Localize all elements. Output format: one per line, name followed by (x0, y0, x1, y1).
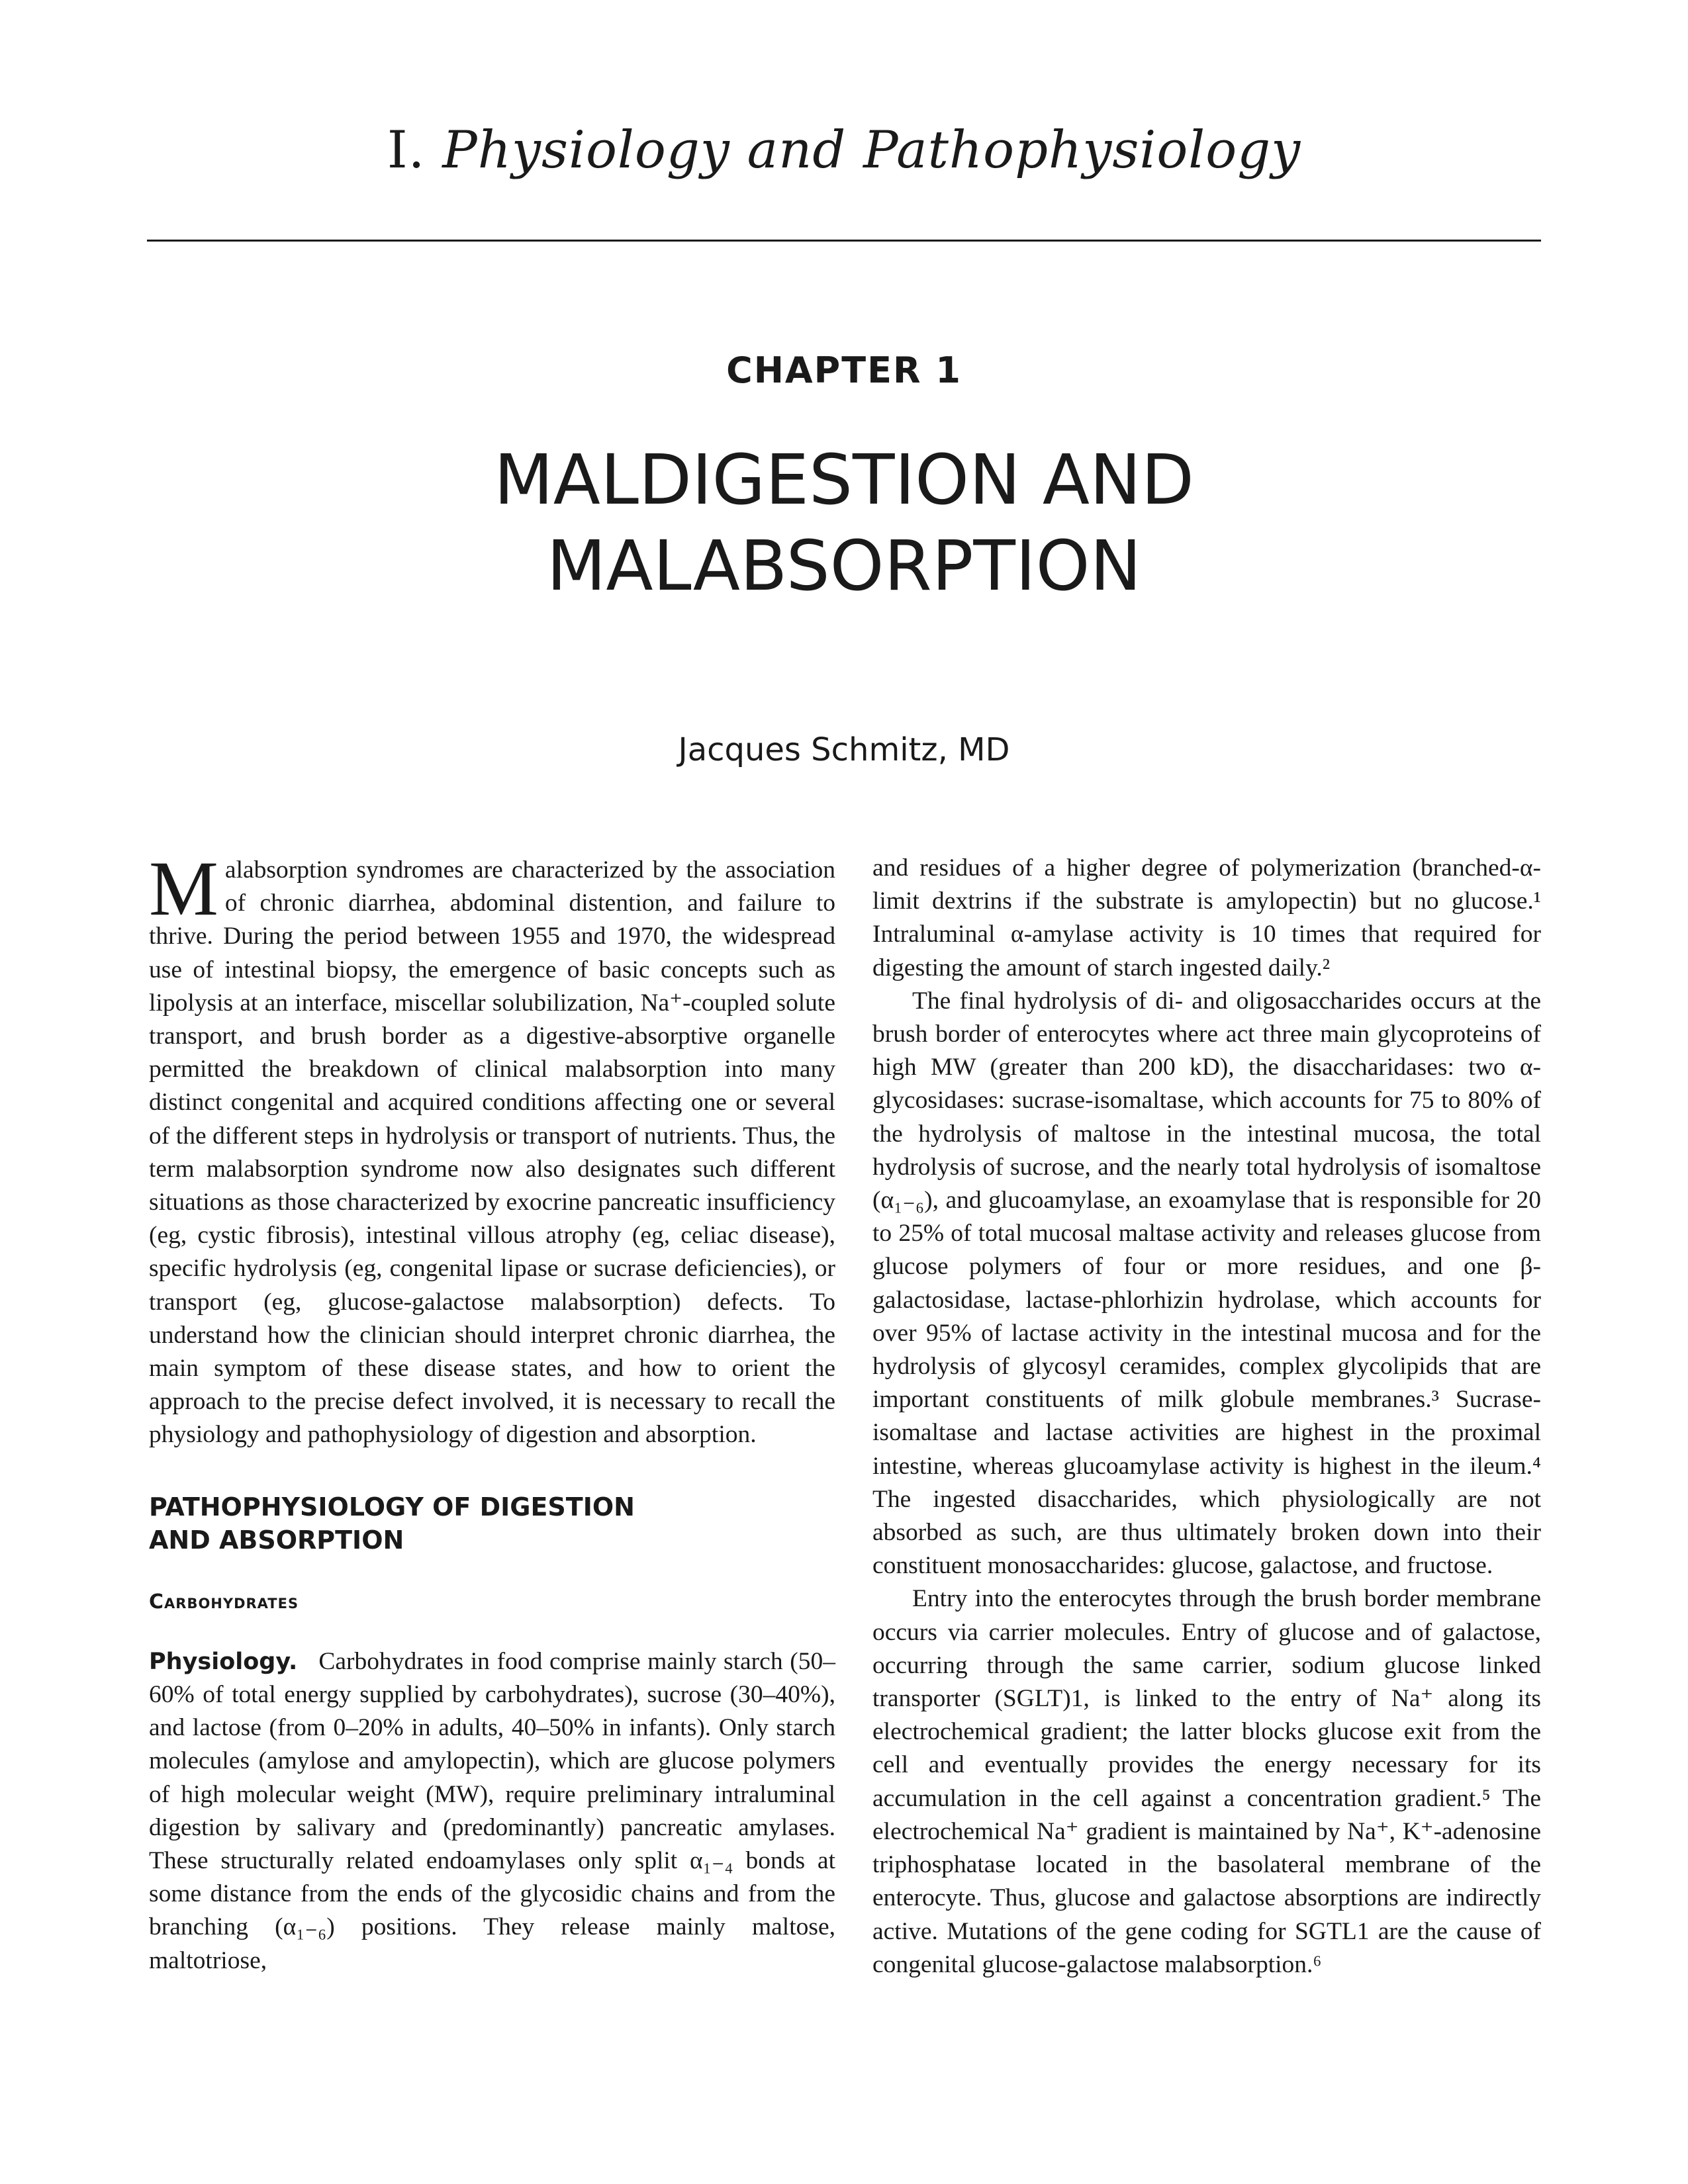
section-heading-line-1: PATHOPHYSIOLOGY OF DIGESTION (149, 1492, 635, 1522)
author-name: Jacques Schmitz, MD (678, 731, 1010, 768)
left-column (149, 845, 835, 1978)
chapter-title-line-1: MALDIGESTION AND (494, 439, 1194, 520)
chapter-title-line-2: MALABSORPTION (546, 525, 1142, 606)
section-heading (149, 1490, 835, 1557)
drop-cap: M (149, 845, 218, 932)
part-number: I. (387, 120, 426, 180)
right-column (872, 852, 1541, 1981)
header-rule (147, 240, 1541, 242)
subsection-heading: Carbohydrates (149, 1590, 299, 1614)
physiology-label: Physiology. (149, 1648, 298, 1675)
right-paragraph-3: Entry into the enterocytes through the brush border membrane occurs via carrier molecules. Entry of glucose and of galactose, occurring through the same carrier, sodium glucose linked transporter (SGLT)1, is linked to the entry of Na⁺ along its electrochemical gradient; the latter blocks glucose exit from the cell and eventually provides the energy necessary for its accumulation in the cell against a concentration gradient.⁵ The electrochemical Na⁺ gradient is maintained by Na⁺, K⁺-adenosine triphosphatase located in the basolateral membrane of the enterocyte. Thus, glucose and galactose absorptions are indirectly active. Mutations of the gene coding for SGTL1 are the cause of congenital glucose-galactose malabsorption.⁶ (872, 1585, 1541, 1978)
intro-text: alabsorption syndromes are characterized by the association of chronic diarrhea, abdominal distention, and failure to thrive. During the period between 1955 and 1970, the widespread use of intestinal biopsy, the emergence of basic concepts such as lipolysis at an interface, miscellar solubilization, Na⁺-coupled solute transport, and brush border as a digestive-absorptive organelle permitted the breakdown of clinical malabsorption into many distinct congenital and acquired conditions affecting one or several of the different steps in hydrolysis or transport of nutrients. Thus, the term malabsorption syndrome now also designates such different situations as those characterized by exocrine pancreatic insufficiency (eg, cystic fibrosis), intestinal villous atrophy (eg, celiac disease), specific hydrolysis (eg, congenital lipase or sucrase deficiencies), or transport (eg, glucose-galactose malabsorption) defects. To understand how the clinician should interpret chronic diarrhea, the main symptom of these disease states, and how to orient the approach to the precise defect involved, it is necessary to recall the physiology and pathophysiology of digestion and absorption. (149, 856, 835, 1449)
physiology-paragraph (149, 1645, 835, 1978)
chapter-title (0, 437, 1688, 609)
physiology-text: Carbohydrates in food comprise mainly starch (50–60% of total energy supplied by carbohydrates), sucrose (30–40%), and lactose (from 0–20% in adults, 40–50% in infants). Only starch molecules (amylose and amylopectin), which are glucose polymers of high molecular weight (MW), require preliminary intraluminal digestion by salivary and (predominantly) pancreatic amylases. These structurally related endoamylases only split α₁₋₄ bonds at some distance from the ends of the glycosidic chains and from the branching (α₁₋₆) positions. They release mainly maltose, maltotriose, (149, 1647, 835, 1974)
right-paragraph-1: and residues of a higher degree of polymerization (branched-α-limit dextrins if the substrate is amylopectin) but no glucose.¹ Intraluminal α-amylase activity is 10 times that required for digesting the amount of starch ingested daily.² (872, 854, 1541, 981)
part-title (0, 120, 1688, 180)
right-paragraph-2: The final hydrolysis of di- and oligosaccharides occurs at the brush border of enterocytes where act three main glycoproteins of high MW (greater than 200 kD), the disaccharidases: two α-glycosidases: sucrase-isomaltase, which accounts for 75 to 80% of the hydrolysis of maltose in the intestinal mucosa, the total hydrolysis of sucrose, and the nearly total hydrolysis of isomaltose (α₁₋₆), and glucoamylase, an exoamylase that is responsible for 20 to 25% of total mucosal maltase activity and releases glucose from glucose polymers of four or more residues, and one β-galactosidase, lactase-phlorhizin hydrolase, which accounts for over 95% of lactase activity in the intestinal mucosa and for the hydrolysis of glycosyl ceramides, complex glycolipids that are important constituents of milk globule membranes.³ Sucrase-isomaltase and lactase activities are highest in the proximal intestine, whereas glucoamylase activity is highest in the ileum.⁴ The ingested disaccharides, which physiologically are not absorbed as such, are thus ultimately broken down into their constituent monosaccharides: glucose, galactose, and fructose. (872, 987, 1541, 1580)
section-heading-line-2: AND ABSORPTION (149, 1525, 404, 1555)
intro-paragraph (149, 845, 835, 1452)
chapter-label: CHAPTER 1 (726, 349, 962, 391)
part-name: Physiology and Pathophysiology (442, 120, 1301, 180)
